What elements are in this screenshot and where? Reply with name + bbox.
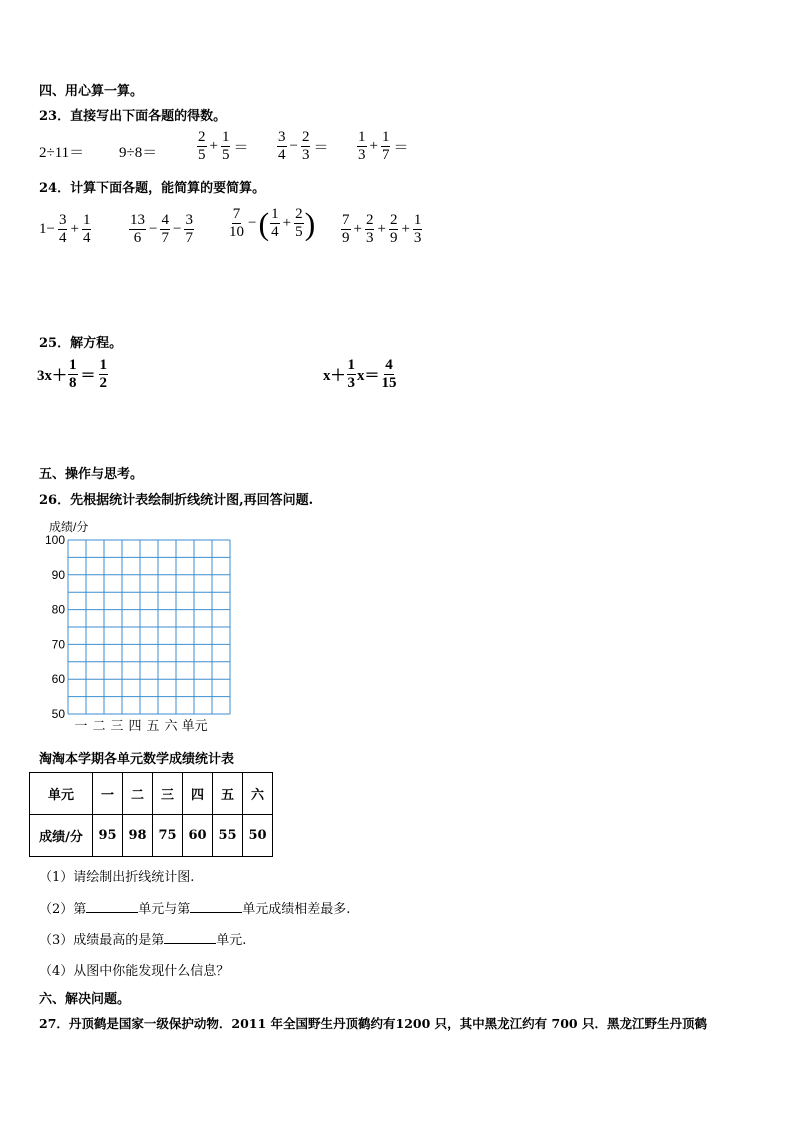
x-tick-label: 三 bbox=[110, 719, 124, 734]
sub2-part-c: 单元成绩相差最多. bbox=[242, 902, 351, 917]
numerator: 4 bbox=[385, 357, 393, 373]
table-row bbox=[30, 815, 273, 857]
mid: x＝ bbox=[357, 368, 380, 384]
section-5-title: 五、操作与思考。 bbox=[39, 467, 144, 482]
denominator: 4 bbox=[271, 224, 279, 240]
lead: 3x＋ bbox=[37, 368, 68, 384]
numerator: 3 bbox=[185, 212, 193, 228]
y-tick-label: 90 bbox=[51, 567, 65, 582]
y-tick-label: 80 bbox=[51, 602, 65, 617]
numerator: 2 bbox=[295, 206, 303, 222]
table-cell: 60 bbox=[183, 815, 213, 857]
question-25-title: 25．解方程。 bbox=[39, 336, 123, 351]
table-title: 淘淘本学期各单元数学成绩统计表 bbox=[39, 752, 235, 767]
q23-item-3 bbox=[196, 130, 250, 163]
denominator: 4 bbox=[58, 230, 67, 246]
sub-question-3 bbox=[39, 929, 246, 948]
right-paren: ) bbox=[304, 205, 316, 242]
numerator: 1 bbox=[413, 212, 422, 228]
table-cell: 五 bbox=[213, 773, 243, 815]
answer-blank[interactable] bbox=[190, 900, 242, 913]
table-cell: 六 bbox=[243, 773, 273, 815]
numerator: 1 bbox=[69, 357, 77, 373]
equals: ＝ bbox=[393, 140, 409, 156]
operator: + bbox=[70, 221, 79, 237]
numerator: 1 bbox=[381, 129, 390, 145]
denominator: 4 bbox=[278, 147, 286, 163]
denominator: 10 bbox=[229, 224, 244, 240]
numerator: 2 bbox=[365, 212, 374, 228]
question-24-title: 24．计算下面各题，能简算的要简算。 bbox=[39, 181, 266, 196]
denominator: 9 bbox=[342, 230, 350, 246]
numerator: 3 bbox=[278, 129, 286, 145]
chart-y-axis-label: 成绩/分 bbox=[49, 520, 89, 534]
table-cell: 二 bbox=[123, 773, 153, 815]
numerator: 1 bbox=[358, 129, 366, 145]
denominator: 3 bbox=[413, 230, 422, 246]
answer-blank[interactable] bbox=[86, 900, 138, 913]
operator: − bbox=[248, 215, 257, 231]
question-23-title: 23．直接写出下面各题的得数。 bbox=[39, 109, 227, 124]
sub2-part-b: 单元与第 bbox=[138, 902, 191, 917]
section-4-title: 四、用心算一算。 bbox=[39, 84, 144, 99]
table-cell: 55 bbox=[213, 815, 243, 857]
y-tick-label: 100 bbox=[44, 533, 65, 547]
denominator: 3 bbox=[301, 147, 310, 163]
sub3-part-b: 单元. bbox=[216, 933, 247, 948]
numerator: 1 bbox=[347, 357, 356, 373]
sub3-part-a: （3）成绩最高的是第 bbox=[39, 933, 165, 948]
operator: + bbox=[369, 138, 378, 154]
left-paren: ( bbox=[258, 205, 270, 242]
equals: ＝ bbox=[233, 140, 249, 156]
denominator: 4 bbox=[82, 230, 91, 246]
sub-question-4: （4）从图中你能发现什么信息？ bbox=[39, 964, 230, 979]
sub-question-1: （1）请绘制出折线统计图. bbox=[39, 870, 195, 885]
numerator: 2 bbox=[389, 212, 398, 228]
operator: + bbox=[282, 215, 292, 231]
table-cell: 四 bbox=[183, 773, 213, 815]
denominator: 6 bbox=[133, 230, 142, 246]
denominator: 8 bbox=[69, 375, 77, 391]
denominator: 3 bbox=[358, 147, 366, 163]
numerator: 1 bbox=[271, 206, 279, 222]
score-table bbox=[29, 772, 273, 857]
blank-grid-chart bbox=[36, 532, 236, 738]
lead: 1− bbox=[39, 221, 55, 237]
q25-equation-1 bbox=[37, 358, 109, 391]
table-cell: 三 bbox=[153, 773, 183, 815]
table-header-cell: 单元 bbox=[30, 773, 93, 815]
denominator: 15 bbox=[381, 375, 397, 391]
equals: ＝ bbox=[80, 368, 96, 384]
operator: + bbox=[401, 221, 410, 237]
operator: + bbox=[377, 221, 386, 237]
denominator: 9 bbox=[389, 230, 398, 246]
x-tick-label: 四 bbox=[128, 719, 142, 734]
denominator: 5 bbox=[221, 147, 230, 163]
numerator: 1 bbox=[99, 357, 108, 373]
q23-item-2: 9÷8＝ bbox=[119, 145, 158, 161]
numerator: 3 bbox=[58, 212, 67, 228]
q24-expression-4 bbox=[340, 213, 423, 246]
sub2-part-a: （2）第 bbox=[39, 902, 87, 917]
q24-expression-1 bbox=[39, 213, 92, 246]
denominator: 7 bbox=[185, 230, 193, 246]
denominator: 2 bbox=[99, 375, 108, 391]
numerator: 7 bbox=[342, 212, 350, 228]
operator: − bbox=[172, 221, 182, 237]
answer-blank[interactable] bbox=[164, 931, 216, 944]
numerator: 7 bbox=[232, 206, 241, 222]
operator: − bbox=[289, 138, 298, 154]
numerator: 4 bbox=[161, 212, 169, 228]
question-26-title: 26．先根据统计表绘制折线统计图,再回答问题. bbox=[39, 493, 314, 508]
numerator: 1 bbox=[221, 129, 230, 145]
q23-item-4 bbox=[276, 130, 330, 163]
q25-equation-2 bbox=[323, 358, 399, 391]
q23-item-5 bbox=[356, 130, 410, 163]
denominator: 3 bbox=[347, 375, 356, 391]
equals: ＝ bbox=[313, 140, 329, 156]
numerator: 1 bbox=[82, 212, 91, 228]
numerator: 13 bbox=[130, 212, 145, 228]
question-27-text: 27．丹顶鹤是国家一级保护动物．2011 年全国野生丹顶鹤约有1200 只，其中黑龙江约有 700 只．黑龙江野生丹顶鹤 bbox=[39, 1016, 707, 1031]
numerator: 2 bbox=[301, 129, 310, 145]
sub-question-2 bbox=[39, 898, 350, 917]
table-row bbox=[30, 773, 273, 815]
operator: − bbox=[149, 221, 158, 237]
denominator: 7 bbox=[381, 147, 390, 163]
x-tick-label: 一 bbox=[74, 719, 88, 734]
y-tick-label: 60 bbox=[51, 672, 65, 687]
table-cell: 98 bbox=[123, 815, 153, 857]
operator: + bbox=[353, 221, 362, 237]
lead: x＋ bbox=[323, 368, 346, 384]
denominator: 7 bbox=[161, 230, 169, 246]
x-axis-unit-label: 单元 bbox=[181, 719, 208, 734]
table-cell: 50 bbox=[243, 815, 273, 857]
numerator: 2 bbox=[198, 129, 206, 145]
q23-item-1: 2÷11＝ bbox=[39, 145, 85, 161]
y-tick-label: 70 bbox=[51, 637, 65, 652]
section-6-title: 六、解决问题。 bbox=[39, 992, 131, 1007]
x-tick-label: 二 bbox=[92, 719, 106, 734]
q24-expression-3 bbox=[227, 207, 315, 240]
denominator: 3 bbox=[365, 230, 374, 246]
denominator: 5 bbox=[295, 224, 303, 240]
y-tick-label: 50 bbox=[51, 707, 65, 721]
table-cell: 75 bbox=[153, 815, 183, 857]
operator: + bbox=[209, 138, 218, 154]
q24-expression-2 bbox=[128, 213, 195, 246]
x-tick-label: 六 bbox=[164, 719, 178, 734]
x-tick-label: 五 bbox=[146, 719, 160, 734]
denominator: 5 bbox=[198, 147, 206, 163]
table-cell: 一 bbox=[93, 773, 123, 815]
table-cell: 95 bbox=[93, 815, 123, 857]
table-header-cell: 成绩/分 bbox=[30, 815, 93, 857]
